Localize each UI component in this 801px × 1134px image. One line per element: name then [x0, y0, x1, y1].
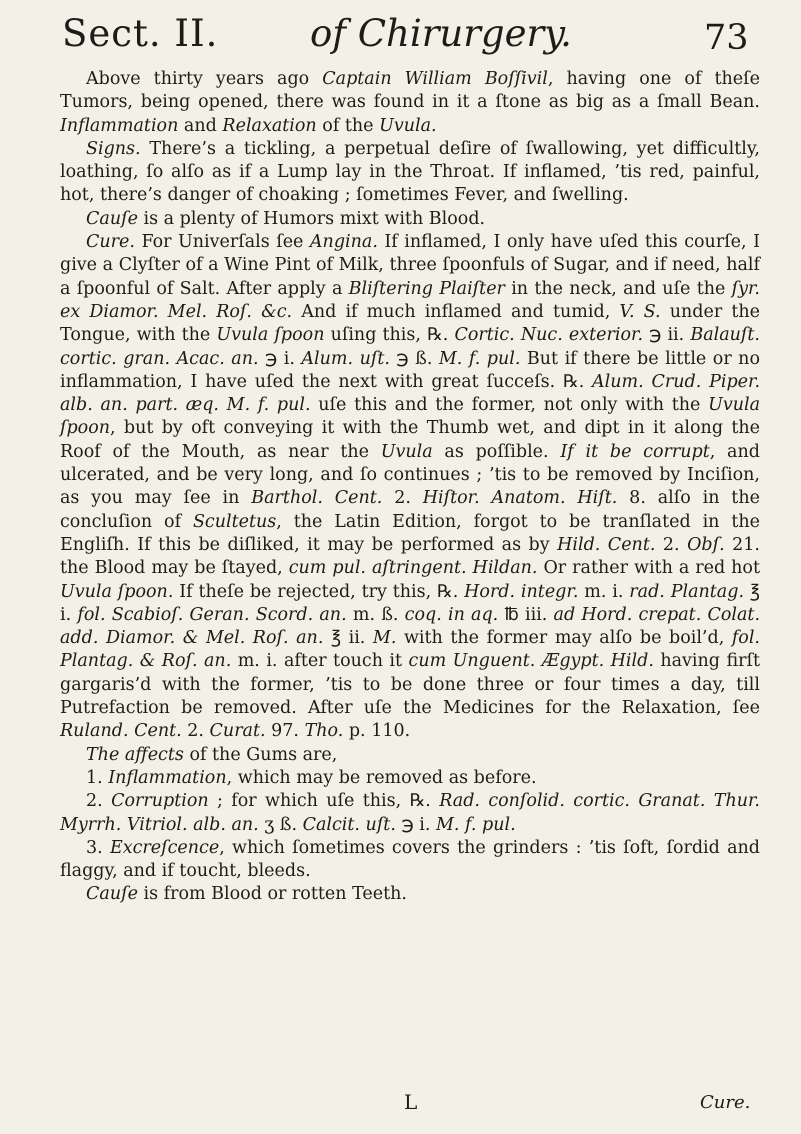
body-text [60, 68, 760, 907]
text-run: ʒ ß. [258, 814, 303, 835]
paragraph [60, 837, 760, 884]
italic-run: Uvula ſpoon. [60, 581, 174, 602]
text-run: And if much inflamed and tumid, [292, 301, 620, 322]
italic-run: Calcit. uſt. [302, 814, 396, 835]
text-run: uſing this, ℞. [324, 325, 455, 346]
section-heading: Sect. II. [62, 12, 219, 55]
text-run: m. i. after touch it [231, 651, 409, 672]
paragraph [60, 767, 760, 790]
paragraph [60, 744, 760, 767]
italic-run: rad. Plantag. [629, 581, 745, 602]
italic-run: Barthol. Cent. [251, 488, 383, 509]
italic-run: Corruption [111, 791, 209, 812]
text-run: uſe this and the former, not only with the [310, 395, 709, 416]
italic-run: Tho. [304, 721, 344, 742]
text-run: having firſt gargaris’d with the former, ’tis to be done three or four times a day, till Putrefaction be removed. After uſe the Medicines for the Relaxation, ſee [60, 651, 761, 719]
italic-run: Uvula ſpoon [60, 395, 761, 439]
text-run: 21. the Blood may be ſtayed, [60, 534, 760, 579]
italic-run: Uvula [380, 441, 433, 462]
italic-run: cum pul. aſtringent. Hildan. [288, 558, 538, 579]
text-run: If theſe be rejected, try this, ℞. [173, 581, 465, 602]
text-run: 2. [382, 488, 423, 509]
italic-run: Hord. integr. [464, 581, 579, 602]
italic-run: Hiſtor. Anatom. Hiſt. [422, 488, 618, 509]
paragraph [60, 883, 760, 906]
text-run: Above thirty years ago [86, 69, 323, 89]
text-run: is a plenty of Humors mixt with Blood. [137, 208, 486, 229]
italic-run: Cortic. Nuc. exterior. [454, 325, 644, 346]
text-run: 2. [181, 721, 210, 742]
italic-run: The affects [86, 744, 184, 765]
italic-run: Hild. Cent. [557, 534, 656, 555]
text-run: and [178, 115, 223, 136]
text-run: as poſſible. [432, 441, 561, 462]
italic-run: M. f. pul. [438, 348, 521, 369]
italic-run: Inflammation [60, 115, 179, 136]
italic-run: Balauſt. cortic. gran. Acac. an. [60, 325, 760, 369]
text-run: ℥ ii. [323, 628, 373, 649]
paragraph [60, 790, 760, 837]
italic-run: ad Hord. crepat. Colat. add. Diamor. & Mel. Roſ. an. [60, 604, 761, 649]
text-run: ℔ iii. [498, 604, 554, 625]
italic-run: M. f. pul. [435, 814, 516, 835]
text-run: under the Tongue, with the [60, 301, 760, 346]
paragraph [60, 208, 760, 231]
italic-run: Cauſe [86, 884, 138, 905]
italic-run: cum Unguent. Ægypt. Hild. [408, 651, 654, 672]
text-run: , which may be removed as before. [226, 767, 537, 788]
italic-run: Angina. [309, 232, 378, 253]
italic-run: Excreſcence [109, 837, 220, 858]
italic-run: Obſ. [687, 534, 725, 555]
text-run: ℈ i. [395, 814, 436, 835]
running-title: of Chirurgery. [310, 12, 572, 55]
text-run: p. 110. [343, 721, 411, 742]
text-run: 2. [86, 791, 112, 812]
page-number: 73 [704, 18, 749, 58]
italic-run: fol. Scabioſ. Geran. Scord. an. [77, 604, 347, 625]
italic-run: Uvula. [379, 115, 437, 136]
paragraph [60, 138, 760, 208]
catchword: Cure. [700, 1092, 751, 1113]
text-run: in the neck, and uſe the [504, 278, 732, 299]
paragraph [60, 68, 760, 138]
italic-run: Signs. [86, 138, 141, 159]
text-run: But if there be little or no inflammation, I have uſed the next with great ſucceſs. ℞. [60, 348, 760, 392]
text-run: 8. alſo in the concluſion of [60, 488, 760, 532]
italic-run: Cure. [86, 232, 135, 253]
italic-run: Cauſe [86, 208, 138, 229]
text-run: 3. [86, 837, 110, 858]
text-run: ℈ i. [258, 348, 302, 369]
text-run: ℥ i. [60, 581, 760, 625]
text-run: , and ulcerated, and be very long, and ſo continues ; ’tis to be removed by Inciſion, as you may ſee in [60, 441, 760, 509]
italic-run: Inflammation [108, 767, 227, 788]
text-run: There’s a tickling, a perpetual deſire of ſwallowing, yet difficultly, loathing, ſo alſo as if a Lump lay in the Throat. If inflamed, ’tis red, painful, hot, there’s danger of choaking ; ſometimes Fever, and ſwelling. [60, 138, 760, 206]
running-header [0, 8, 801, 68]
text-run: , but by oft conveying it with the Thumb wet, and dipt in it along the Roof of the Mouth, as near the [60, 418, 760, 462]
text-run: m. i. [578, 581, 630, 602]
text-run: 1. [86, 767, 109, 788]
italic-run: If it be corrupt [560, 441, 710, 462]
italic-run: Alum. uſt. [301, 348, 390, 369]
italic-run: M. [372, 628, 397, 649]
text-run: 2. [655, 534, 688, 555]
italic-run: V. S. [619, 301, 661, 322]
text-run: 97. [265, 721, 305, 742]
italic-run: Ruland. Cent. [60, 721, 182, 742]
text-run: with the former may alſo be boil’d, [396, 628, 732, 649]
italic-run: Bliſtering Plaiſter [348, 278, 505, 299]
text-run: of the Gums are, [183, 744, 338, 765]
text-run: , which ſometimes covers the grinders : ’tis ſoft, ſordid and flaggy, and if toucht, bleeds. [60, 837, 760, 882]
italic-run: Relaxation [222, 115, 317, 136]
paragraph [60, 231, 760, 744]
text-run: , the Latin Edition, forgot to be tranſlated in the Engliſh. If this be diſliked, it may be performed as by [60, 511, 760, 555]
text-run: If inflamed, I only have uſed this courſe, I give a Clyſter of a Wine Pint of Milk, three ſpoonfuls of Sugar, and if need, half a ſpoonful of Salt. After apply a [60, 232, 760, 299]
text-run: Or rather with a red hot [537, 558, 760, 579]
italic-run: Curat. [209, 721, 266, 742]
text-run: ; for which uſe this, ℞. [208, 791, 440, 812]
italic-run: Rad. conſolid. cortic. Granat. Thur. Myrrh. Vitriol. alb. an. [60, 791, 760, 835]
text-run: , having one of theſe Tumors, being opened, there was found in it a ſtone as big as a ſmall Bean. [60, 69, 760, 113]
italic-run: Uvula ſpoon [216, 325, 325, 346]
signature-mark: L [404, 1090, 418, 1114]
italic-run: fol. Plantag. & Roſ. an. [60, 628, 760, 672]
italic-run: Alum. Crud. Piper. alb. an. part. æq. M. f. pul. [60, 371, 761, 416]
text-run: of the [316, 115, 380, 136]
text-run: is from Blood or rotten Teeth. [137, 884, 407, 905]
text-run: ℈ ß. [389, 348, 439, 369]
italic-run: Scultetus [192, 511, 277, 532]
text-run: ℈ ii. [643, 325, 691, 346]
text-run: For Univerſals ſee [134, 232, 310, 253]
text-run: m. ß. [346, 604, 405, 625]
italic-run: Captain William Boſſivil [322, 69, 548, 89]
page-footer [0, 1090, 801, 1120]
italic-run: ſyr. ex Diamor. Mel. Roſ. &c. [60, 278, 760, 322]
italic-run: coq. in aq. [404, 604, 499, 625]
